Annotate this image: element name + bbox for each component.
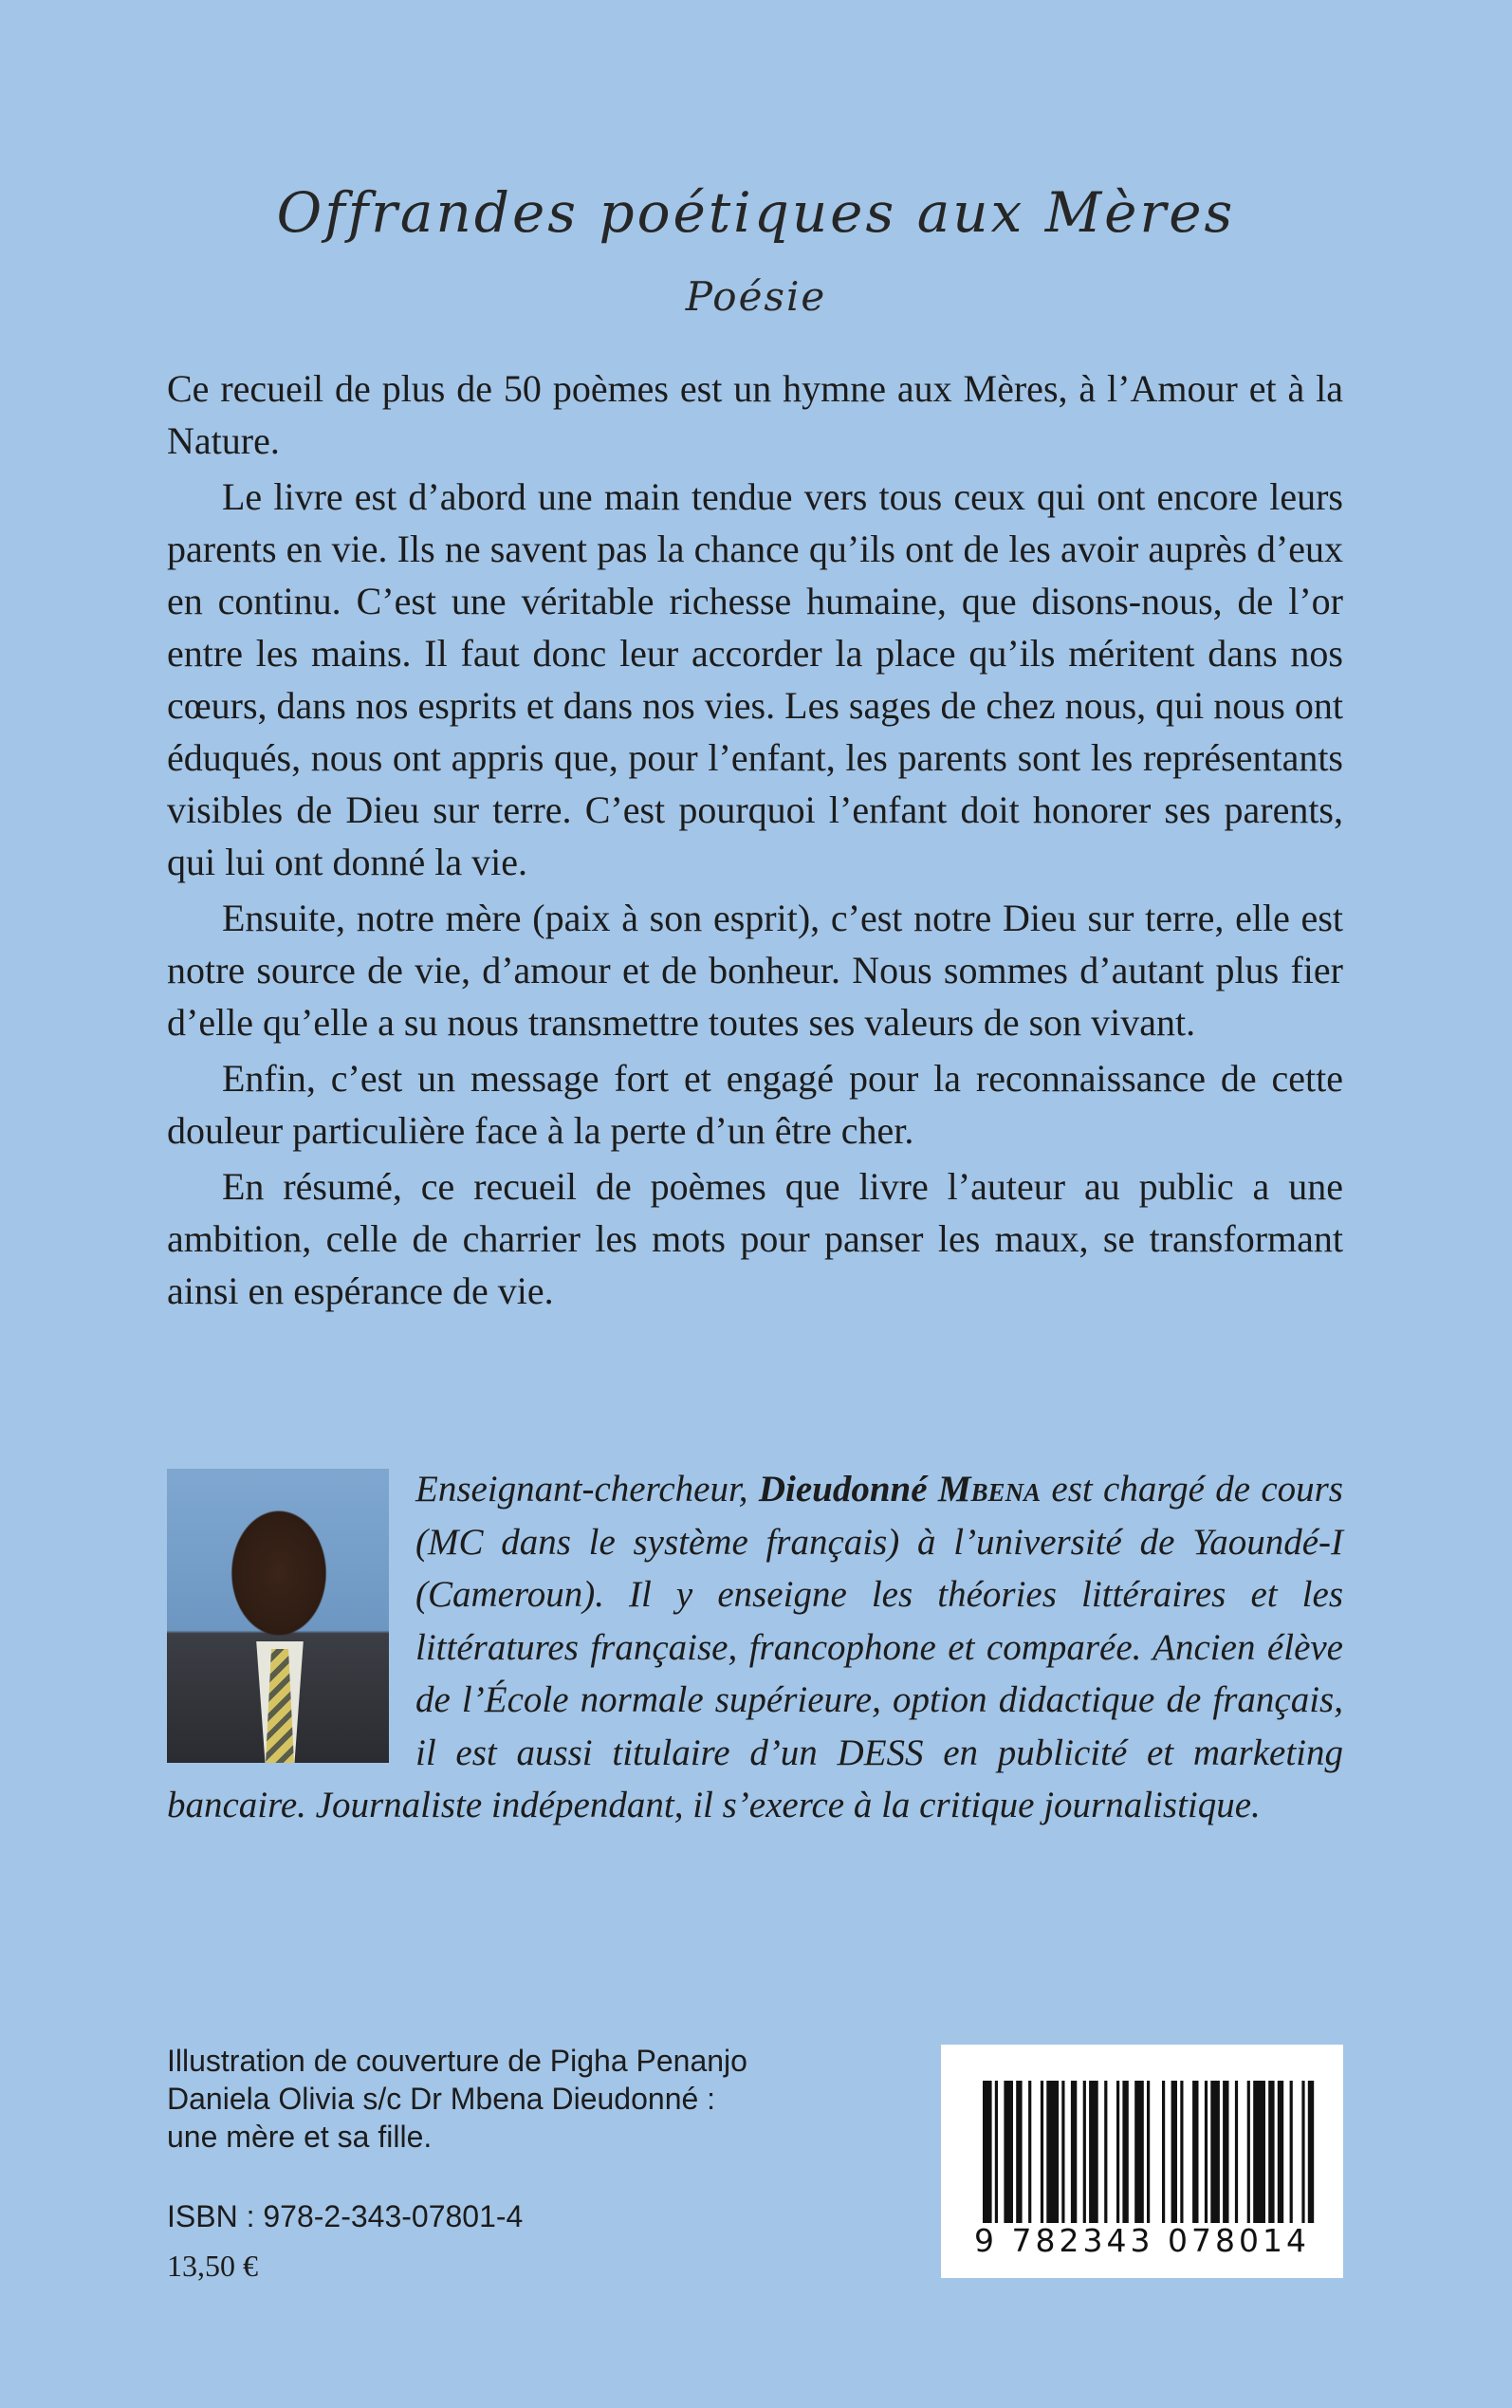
barcode	[941, 2045, 1343, 2278]
barcode-bar	[1016, 2081, 1022, 2223]
barcode-bar	[1089, 2081, 1098, 2223]
isbn: ISBN : 978-2-343-07801-4	[167, 2199, 524, 2233]
price: 13,50 €	[167, 2249, 258, 2283]
barcode-bar	[1223, 2081, 1228, 2223]
book-summary	[167, 362, 1343, 1321]
barcode-bar	[1301, 2081, 1304, 2223]
author-first-name: Dieudonné	[758, 1469, 938, 1510]
bio-text: est chargé de cours (MC dans le système français) à l’université de Yaoundé-I (Cameroun). Il y enseigne les théories littéraires et les littératures française, francophone et comparée. Ancien élève de l’École normale supérieure, option didactique de français, il est aussi titulaire d’un DESS en publicité et marketing bancaire. Journaliste indépendant, il s’exerce à la critique journalistique.	[167, 1469, 1343, 1825]
barcode-bar	[1192, 2081, 1198, 2223]
photo-spacer	[167, 1463, 415, 1772]
barcode-bar	[1041, 2081, 1043, 2223]
barcode-bar	[1290, 2081, 1293, 2223]
summary-paragraph: Ensuite, notre mère (paix à son esprit), c’est notre Dieu sur terre, elle est notre source de vie, d’amour et de bonheur. Nous sommes d’autant plus fier d’elle qu’elle a su nous transmettre toutes ses valeurs de son vivant.	[167, 897, 1343, 1044]
book-genre: Poésie	[685, 273, 827, 320]
barcode-bar	[1180, 2081, 1183, 2223]
barcode-bar	[995, 2081, 998, 2223]
bio-intro: Enseignant-chercheur,	[415, 1469, 759, 1510]
barcode-digits: 9 782343 078014	[974, 2222, 1310, 2259]
barcode-bar	[1268, 2081, 1274, 2223]
summary-paragraph: Ce recueil de plus de 50 poèmes est un hymne aux Mères, à l’Amour et à la Nature.	[167, 367, 1343, 462]
barcode-bar	[1083, 2081, 1086, 2223]
book-title: Offrandes poétiques aux Mères	[276, 180, 1236, 245]
author-surname: Mbena	[937, 1469, 1042, 1510]
barcode-bar	[1210, 2081, 1220, 2223]
author-bio	[167, 1463, 1343, 1832]
credit-line: Illustration de couverture de Pigha Penanjo	[167, 2044, 747, 2078]
barcode-bar	[1046, 2081, 1059, 2223]
barcode-bar	[983, 2081, 992, 2223]
credit-line: Daniela Olivia s/c Dr Mbena Dieudonné :	[167, 2082, 716, 2116]
barcode-bar	[1235, 2081, 1238, 2223]
barcode-bar	[1071, 2081, 1077, 2223]
barcode-bar	[1061, 2081, 1064, 2223]
credit-line: une mère et sa fille.	[167, 2120, 433, 2154]
barcode-bar	[1147, 2081, 1150, 2223]
barcode-bar	[1004, 2081, 1013, 2223]
barcode-bar	[1122, 2081, 1128, 2223]
barcode-bar	[1162, 2081, 1165, 2223]
barcode-bar	[1171, 2081, 1177, 2223]
barcode-bar	[1308, 2081, 1314, 2223]
barcode-bar	[1253, 2081, 1265, 2223]
illustration-credit	[167, 2042, 888, 2156]
barcode-bar	[1104, 2081, 1107, 2223]
summary-paragraph: En résumé, ce recueil de poèmes que livre l’auteur au public a une ambition, celle de charrier les mots pour panser les maux, se transformant ainsi en espérance de vie.	[167, 1165, 1343, 1312]
barcode-bar	[1116, 2081, 1119, 2223]
barcode-bar	[1278, 2081, 1283, 2223]
barcode-bar	[1134, 2081, 1144, 2223]
barcode-bar	[1028, 2081, 1031, 2223]
barcode-bar	[1247, 2081, 1250, 2223]
summary-paragraph: Enfin, c’est un message fort et engagé pour la reconnaissance de cette douleur particulière face à la perte d’un être cher.	[167, 1057, 1343, 1152]
summary-paragraph: Le livre est d’abord une main tendue vers tous ceux qui ont encore leurs parents en vie. Ils ne savent pas la chance qu’ils ont de les avoir auprès d’eux en continu. C’est une véritable richesse humaine, que disons-nous, de l’or entre les mains. Il faut donc leur accorder la place qu’ils méritent dans nos cœurs, dans nos esprits et dans nos vies. Les sages de chez nous, qui nous ont éduqués, nous ont appris que, pour l’enfant, les parents sont les représentants visibles de Dieu sur terre. C’est pourquoi l’enfant doit honorer ses parents, qui lui ont donné la vie.	[167, 475, 1343, 883]
barcode-bar	[1205, 2081, 1208, 2223]
